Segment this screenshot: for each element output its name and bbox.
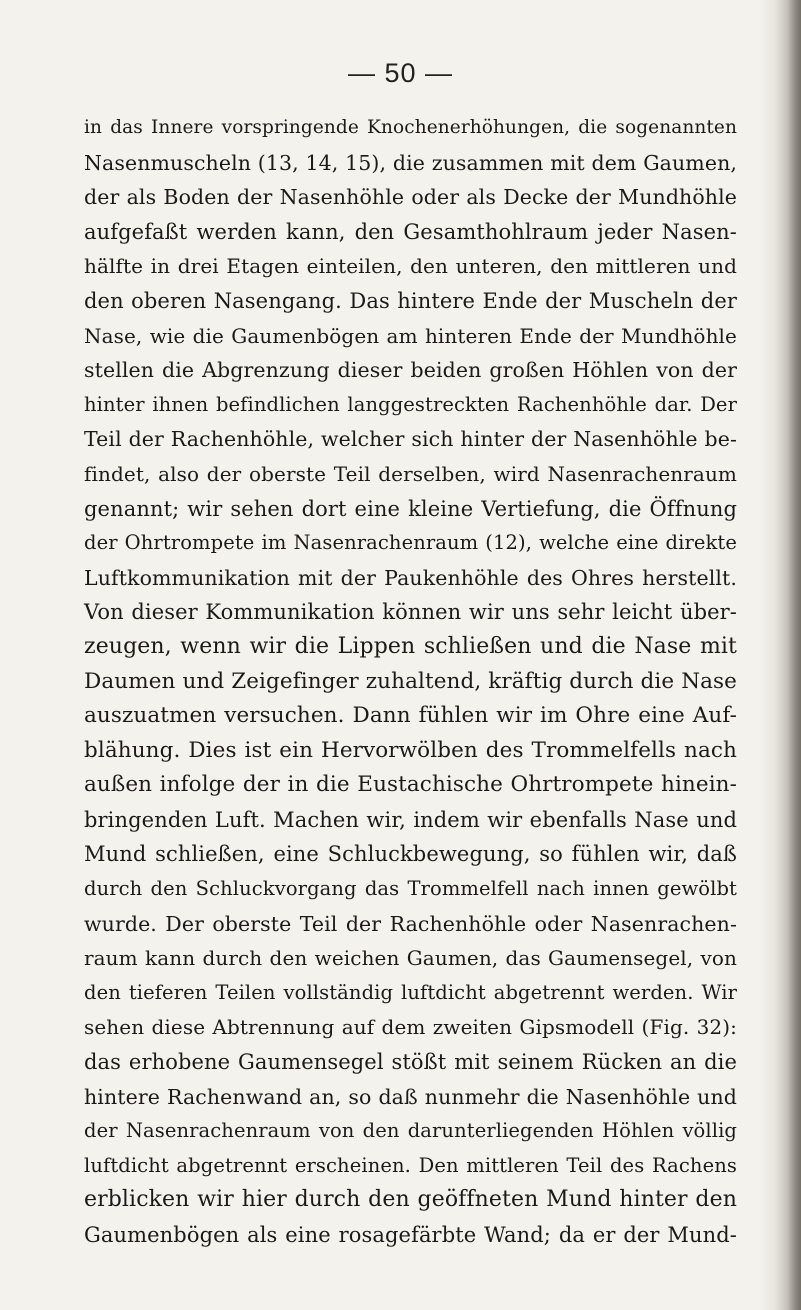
text-line: der als Boden der Nasenhöhle oder als Decke der Mundhöhle [84,185,737,210]
text-line: Mund schließen, eine Schluckbewegung, so fühlen wir, daß [84,842,737,867]
text-line: sehen diese Abtrennung auf dem zweiten Gipsmodell (Fig. 32): [84,1015,737,1040]
text-line: der Ohrtrompete im Nasenrachenraum (12), welche eine direkte [84,531,737,555]
text-line: außen infolge der in die Eustachische Ohrtrompete hinein- [84,772,737,798]
text-line: zeugen, wenn wir die Lippen schließen und die Nase mit [84,633,737,659]
text-line: der Nasenrachenraum von den darunterliegenden Höhlen völlig [84,1119,737,1143]
page-edge-shadow [787,0,801,1310]
text-line: auszuatmen versuchen. Dann fühlen wir im Ohre eine Auf- [84,703,737,729]
text-line: bringenden Luft. Machen wir, indem wir ebenfalls Nase und [84,807,737,832]
text-line: das erhobene Gaumensegel stößt mit seinem Rücken an die [84,1050,737,1075]
text-line: blähung. Dies ist ein Hervorwölben des Trommelfells nach [84,737,737,763]
text-line: durch den Schluckvorgang das Trommelfell nach innen gewölbt [84,877,737,901]
text-line: hälfte in drei Etagen einteilen, den unteren, den mittleren und [84,254,737,279]
text-line: genannt; wir sehen dort eine kleine Vertiefung, die Öffnung [84,496,737,521]
text-line: wurde. Der oberste Teil der Rachenhöhle oder Nasenrachen- [84,911,737,936]
page-number-header: — 50 — [347,58,454,88]
text-line: in das Innere vorspringende Knochenerhöhungen, die sogenannten [84,117,737,138]
text-line: Nase, wie die Gaumenbögen am hinteren Ende der Mundhöhle [84,323,737,348]
body-text [84,111,737,1253]
text-line: den oberen Nasengang. Das hintere Ende der Muscheln der [84,288,737,313]
text-line: hintere Rachenwand an, so daß nunmehr die Nasenhöhle und [84,1084,737,1109]
text-line: stellen die Abgrenzung dieser beiden großen Höhlen von der [84,358,737,383]
text-line: aufgefaßt werden kann, den Gesamthohlraum jeder Nasen- [84,219,737,244]
text-line: hinter ihnen befindlichen langgestreckten Rachenhöhle dar. Der [84,392,737,416]
text-line: Gaumenbögen als eine rosagefärbte Wand; da er der Mund- [84,1223,737,1247]
text-line: den tieferen Teilen vollständig luftdicht abgetrennt werden. Wir [84,980,737,1004]
text-line: luftdicht abgetrennt erscheinen. Den mittleren Teil des Rachens [84,1153,737,1177]
text-line: findet, also der oberste Teil derselben, wird Nasenrachenraum [84,461,737,486]
text-line: Luftkommunikation mit der Paukenhöhle des Ohres herstellt. [84,565,737,590]
text-line: erblicken wir hier durch den geöffneten Mund hinter den [84,1187,737,1213]
text-line: raum kann durch den weichen Gaumen, das Gaumensegel, von [84,946,737,971]
text-line: Daumen und Zeigefinger zuhaltend, kräftig durch die Nase [84,668,737,694]
text-line: Von dieser Kommunikation können wir uns sehr leicht über- [84,600,737,625]
text-line: Teil der Rachenhöhle, welcher sich hinter der Nasenhöhle be- [84,427,737,452]
text-line: Nasenmuscheln (13, 14, 15), die zusammen mit dem Gaumen, [84,150,737,175]
